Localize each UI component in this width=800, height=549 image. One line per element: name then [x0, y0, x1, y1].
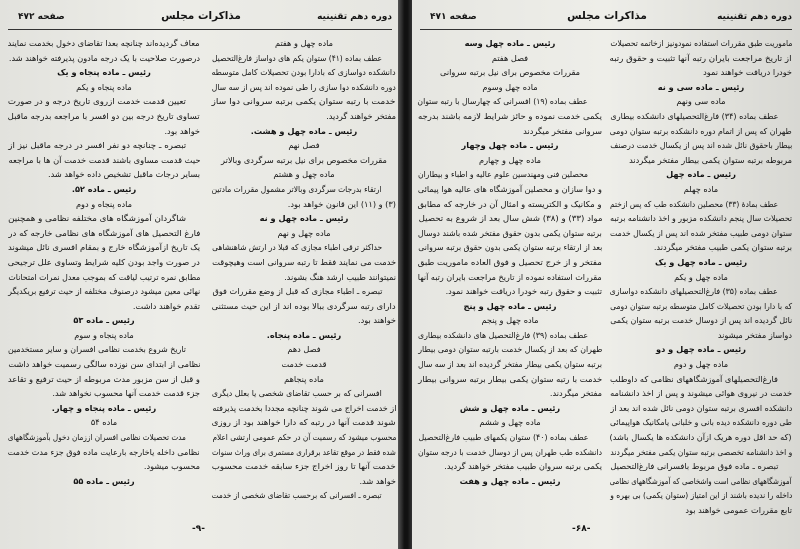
text-line	[610, 328, 792, 343]
text-line	[610, 211, 792, 226]
line-text: طهران که بعد از یکسال خدمت بارتبه ستوان دومی بیطار	[417, 344, 602, 355]
header-rule	[420, 29, 792, 30]
journal-title: مذاکرات مجلس	[567, 10, 647, 22]
page-header	[422, 8, 792, 28]
line-text: رئیس ـ ماده پنجاه.	[266, 329, 342, 340]
speaker-line	[8, 401, 200, 416]
footer-page-number: -۶۸-	[572, 524, 591, 534]
text-line	[8, 284, 200, 299]
speaker-line	[418, 138, 602, 153]
line-text: نظامی داخله یاخارجه بارعایت ماده فوق جزء مدت خدمت	[8, 446, 200, 457]
line-text: مقررات مخصوص برای نیل برتبه سروانی	[440, 67, 580, 78]
line-text: ماده چهل وسوم	[482, 81, 538, 92]
line-text: ماده چهل و ششم	[479, 417, 541, 428]
line-text: ستوان دومی طبیب مفتخر شده اند پس از یکسال خدمت	[610, 227, 792, 238]
heading-line	[212, 226, 396, 241]
text-line	[8, 299, 200, 314]
line-text: و دوا سازان و محصلین آموزشگاه های عالیه هوا پیمائی	[417, 183, 602, 194]
text-line	[610, 226, 792, 241]
text-line	[8, 211, 200, 226]
text-line	[418, 342, 602, 357]
text-line	[418, 167, 602, 182]
heading-line	[610, 94, 792, 109]
heading-line	[212, 357, 396, 372]
line-text: دانشکده طب طهران پس از دوسال خدمت با درجه ستوان	[418, 446, 602, 457]
line-text: دوره دانشکده دوا سازی را طی نموده اند پس از سه سال	[211, 81, 396, 92]
text-line	[212, 270, 396, 285]
text-line	[610, 65, 792, 80]
line-text: محسوب میشود که رسمیت آن در حکم عمومی ارتشی اعلام	[211, 432, 396, 443]
line-text: تاریخ شروع بخدمت نظامی افسران و سایر مستخدمین	[8, 344, 186, 355]
heading-line	[212, 372, 396, 387]
heading-line	[418, 80, 602, 95]
text-line	[418, 211, 602, 226]
line-text: خدمت آنها تا روز اخراج جزء سابقه خدمت محسوب	[211, 461, 396, 472]
text-line	[8, 124, 200, 139]
line-text: مفتخر و از خرج تحصیل و فوق العاده ماموریت طبق	[417, 256, 602, 267]
line-text: از تاریخ مراجعت بایران رتبه آنها تثبیت و حقوق رتبه	[609, 52, 792, 63]
line-text: عطف بماده (۴۱) ستوان یکم های دواساز فارغ‌التحصیل	[211, 52, 382, 63]
text-line	[610, 240, 792, 255]
line-text: تبصره ـ افسرانی که برحسب تقاضای شخصی از خدمت	[212, 490, 382, 501]
line-text: ارتقاء بدرجات سرگردی وبالاتر مشمول مقررات مادتین	[212, 183, 382, 194]
text-line	[212, 386, 396, 401]
line-text: فصل نهم	[288, 140, 320, 151]
heading-line	[610, 357, 792, 372]
speaker-line	[418, 299, 602, 314]
line-text: رئیس ـ ماده چهل و دو	[656, 344, 746, 355]
text-line	[418, 284, 602, 299]
line-text: ماده سی ونهم	[676, 96, 726, 107]
line-text: تبصره ـ اطباء مجازی که قبل از وضع مقررات فوق	[212, 286, 382, 297]
text-line	[212, 94, 396, 109]
line-text: خدمت می نمایند فقط تا رتبه سروانی است وهیچوقت	[212, 256, 396, 267]
line-text: رئیس ـ ماده چهل و نه	[259, 213, 349, 224]
line-text: رئیس ـ ماده چهل وسه	[464, 38, 556, 48]
line-text: رئیس ـ ماده چهل و هشت.	[250, 125, 358, 136]
line-text: رئیس ـ ماده چهل	[666, 169, 736, 180]
line-text: در صورت واجد بودن کلیه شرایط وتساوی علل ترجیحی	[7, 256, 200, 267]
text-line	[418, 445, 602, 460]
header-rule	[8, 29, 392, 30]
text-line	[610, 36, 792, 51]
text-line	[8, 167, 200, 182]
line-text: حداکثر ترقی اطباء مجازی که قبلا در ارتش شاهنشاهی	[211, 242, 382, 253]
text-line	[212, 109, 396, 124]
speaker-line	[212, 211, 396, 226]
line-text: عطف بماده (۳۵) فارغ‌التحصیلهای دانشکده دواسازی	[609, 286, 778, 297]
heading-line	[8, 80, 200, 95]
text-line	[8, 372, 200, 387]
text-line	[8, 109, 200, 124]
line-text: ماده چهل و دوم	[673, 359, 729, 370]
text-line	[610, 284, 792, 299]
page-number: صفحه ۴۷۲	[18, 12, 65, 22]
text-line	[212, 255, 396, 270]
page-471	[412, 0, 800, 549]
line-text: تحصیلات سال پنجم دانشکده مزبور و اخذ دانشنامه برتبه	[610, 213, 792, 224]
line-text: فارغ التحصیل های آموزشگاه های نظامی خارجه که در	[8, 227, 200, 238]
text-line	[418, 357, 602, 372]
line-text: ماده ۵۴	[90, 417, 118, 428]
line-text: ماده چهل و یکم	[674, 271, 728, 282]
text-line	[610, 386, 792, 401]
line-text: دارای رتبه سرگردی ببالا بوده اند از این حیث مستثنی	[211, 300, 396, 311]
line-text: یکمی برتبه سروان طبیب مفتخر خواهند گردید.	[444, 461, 602, 472]
text-column-left	[418, 36, 602, 488]
line-text: که با دارا بودن تحصیلات کامل متوسطه برتبه ستوان دومی	[610, 300, 792, 311]
text-line	[418, 109, 602, 124]
text-line	[212, 80, 396, 95]
text-line	[8, 445, 200, 460]
journal-title: مذاکرات مجلس	[161, 10, 241, 22]
text-line	[610, 109, 792, 124]
text-line	[8, 386, 200, 401]
line-text: معاف گردیده‌اند چنانچه بعدا تقاضای دخول بخدمت نمایند	[8, 38, 200, 48]
text-line	[212, 51, 396, 66]
speaker-line	[8, 474, 200, 489]
line-text: بعد از ارتقاء برتبه ستوان یکمی بدون حقوق برتبه سروانی	[418, 242, 602, 253]
text-line	[8, 226, 200, 241]
line-text: سروانی مفتخر میگردند	[523, 125, 602, 136]
text-line	[8, 36, 200, 51]
line-text: تبصره ـ ماده فوق مربوط بافسرانی فارغ‌التحصیل	[609, 461, 778, 472]
line-text: خواهند بود.	[357, 315, 396, 326]
heading-line	[418, 51, 602, 66]
text-column-left	[8, 36, 200, 488]
line-text: فصل هفتم	[491, 52, 529, 63]
heading-line	[418, 313, 602, 328]
text-line	[212, 182, 396, 197]
line-text: رئیس ـ ماده چهل وچهار	[461, 140, 559, 151]
speaker-line	[418, 474, 602, 489]
text-line	[212, 240, 396, 255]
line-text: حیث قدمت مساوی باشند قدمت خدمت آن ها با مراجعه	[8, 154, 200, 165]
text-line	[212, 313, 396, 328]
footer-page-number: -۹-	[192, 524, 205, 534]
line-text: برتبه ستوان یکمی طبیب مفتخر میگردند.	[653, 242, 792, 253]
line-text: طهران که پس از اتمام دوره دانشکده برتبه ستوان دومی	[609, 125, 792, 136]
line-text: فصل دهم	[287, 344, 321, 355]
text-line	[610, 299, 792, 314]
text-line	[610, 503, 792, 518]
heading-line	[212, 167, 396, 182]
text-line	[418, 240, 602, 255]
line-text: محسوب میشود.	[143, 461, 200, 472]
heading-line	[418, 153, 602, 168]
line-text: رئیس ـ ماده چهل و شش	[459, 402, 561, 413]
heading-line	[8, 328, 200, 343]
line-text: نظامی از ابتدای سن نوزده سالگی رسمیت خواهد داشت	[7, 359, 200, 370]
line-text: برتبه ستوان یکمی بدون حقوق مفتخر شده باشند دوسال	[418, 227, 602, 238]
line-text: محصلین فنی ومهندسین علوم عالیه و اطباء و بیطاران	[417, 169, 588, 180]
line-text: شده فقط در موقع تقاعد برقراری مستمری برای وراث سنوات	[212, 446, 396, 457]
text-line	[8, 94, 200, 109]
text-line	[212, 65, 396, 80]
text-line	[212, 299, 396, 314]
line-text: مواد (۳۳) و (۳۸) شش سال بعد از شروع به تحصیل	[418, 213, 602, 224]
line-text: مدت تحصیلات نظامی افسران اززمان دخول بآموزشگاههای	[7, 432, 186, 443]
line-text: رئیس ـ ماده سی و نه	[657, 81, 745, 92]
line-text: ماموریت طبق مقررات استفاده نمودونیز ازخاتمه تحصیلات	[610, 38, 792, 48]
text-line	[418, 182, 602, 197]
line-text: رئیس ـ ماده ۵۵	[73, 475, 135, 486]
text-line	[610, 474, 792, 489]
text-line	[212, 197, 396, 212]
heading-line	[212, 342, 396, 357]
text-line	[610, 313, 792, 328]
line-text: ماده پنجاهم	[284, 373, 324, 384]
line-text: از خدمت اخراج می شوند چنانچه مجددا بخدمت پذیرفته	[211, 402, 396, 413]
line-text: ماده چهلم	[683, 183, 719, 194]
text-line	[610, 459, 792, 474]
line-text: رئیس ـ ماده پنجاه و یک	[57, 67, 151, 78]
heading-line	[212, 153, 396, 168]
line-text: عطف بماده (۳۹) فارغ‌التحصیل های دانشکده بیطاری	[417, 329, 588, 340]
heading-line	[8, 415, 200, 430]
line-text: تعیین قدمت خدمت ازروی تاریخ درجه و در صورت	[7, 96, 186, 107]
line-text: مقررات مخصوص برای نیل برتبه سرگردی وبالاتر	[221, 154, 387, 165]
text-line	[212, 488, 396, 503]
line-text: خودرا دریافت خواهند نمود	[703, 67, 792, 78]
line-text: رئیس ـ ماده ۵۳	[73, 315, 135, 326]
heading-line	[418, 415, 602, 430]
line-text: مربوطه برتبه ستوان یکمی بیطار مفتخر میگردند	[629, 154, 792, 165]
line-text: رئیس ـ ماده چهل و هفت	[459, 475, 561, 486]
text-line	[8, 357, 200, 372]
line-text: عطف بمادهٔ (۳۳) محصلین دانشکده طب که پس ازختم	[609, 198, 778, 209]
heading-line	[418, 65, 602, 80]
line-text: رئیس ـ ماده پنجاه و چهار.	[51, 402, 157, 413]
text-column-right	[212, 36, 396, 503]
line-text: ماده چهل و چهارم	[479, 154, 541, 165]
line-text: تثبیت و حقوق رتبه خودرا دریافت خواهند نمود.	[445, 286, 602, 297]
text-line	[418, 430, 602, 445]
line-text: رئیس ـ ماده چهل و پنج	[463, 300, 557, 311]
text-line	[610, 197, 792, 212]
text-line	[418, 226, 602, 241]
line-text: (۳) و (۱۱) این قانون خواهد بود.	[287, 198, 396, 209]
line-text: ماده پنجاه و سوم	[74, 329, 134, 340]
text-line	[418, 372, 602, 387]
speaker-line	[610, 255, 792, 270]
speaker-line	[8, 313, 200, 328]
line-text: بیطار باحقوق نائل شده اند پس از یکسال خدمت درصنف	[609, 140, 792, 151]
text-line	[212, 430, 396, 445]
speaker-line	[8, 65, 200, 80]
line-text: مفتخر میگردند.	[549, 388, 602, 399]
line-text: رئیس ـ ماده چهل و یک	[654, 256, 748, 267]
text-line	[610, 372, 792, 387]
speaker-line	[610, 167, 792, 182]
text-line	[418, 197, 602, 212]
text-line	[418, 94, 602, 109]
speaker-line	[418, 401, 602, 416]
text-line	[610, 153, 792, 168]
line-text: خواهد شد.	[359, 475, 396, 486]
text-line	[8, 51, 200, 66]
speaker-line	[8, 182, 200, 197]
line-text: دانشکده دواسازی که بادارا بودن تحصیلات کامل متوسطه	[211, 67, 396, 78]
line-text: درصورت صلاحیت با یک درجه مادون پذیرفته خواهند شد.	[8, 52, 200, 63]
line-text: ماده چهل و پنجم	[481, 315, 539, 326]
text-line	[610, 445, 792, 460]
text-line	[8, 270, 200, 285]
line-text: نائل گردیده اند پس از دوسال خدمت برتبه ستوان یکمی	[609, 315, 792, 326]
line-text: خدمت با رتبه ستوان یکمی بیطار برتبه سروانی بیطار	[418, 373, 602, 384]
session-label: دوره دهم تقنینیه	[717, 12, 792, 22]
line-text: خدمت در نیروی هوائی میشوند و پس از اخذ دانشنامه	[609, 388, 792, 399]
line-text: تقدم خواهند داشت.	[132, 300, 200, 311]
heading-line	[610, 270, 792, 285]
text-line	[418, 328, 602, 343]
text-line	[212, 401, 396, 416]
line-text: تابع مقررات عمومی خواهند بود	[685, 505, 792, 515]
line-text: نمیتوانند طبیب ارشد هنگ بشوند.	[284, 271, 396, 282]
line-text: عطف بماده (۴۰) ستوان یکمهای طبیب فارغ‌التحصیل	[418, 432, 588, 443]
line-text: نهائی معین میشود درصنوف مختلفه از حیث ترفیع بریکدیگر	[7, 286, 200, 297]
line-text: دواساز مفتخر میشوند	[717, 329, 792, 340]
text-line	[418, 124, 602, 139]
line-text: ماده پنجاه و یکم	[76, 81, 132, 92]
line-text: برتبه ستوان یکمی بیطار مفتخر گردیده اند بعد از سه سال	[417, 359, 602, 370]
speaker-line	[610, 342, 792, 357]
line-text: داخله را ندیده باشند از این امتیاز (ستوان یکمی) بی بهره و	[609, 490, 792, 501]
line-text: تبصره ـ چنانچه دو نفر افسر در درجه ماقبل نیز از	[8, 140, 186, 151]
line-text: (که حد اقل دوره هریک ازآن دانشکده ها یکسال باشد)	[609, 432, 792, 443]
line-text: یک تاریخ ازآموزشگاه خارج و بمقام افسری نائل میشوند	[7, 242, 200, 253]
text-column-right	[610, 36, 792, 518]
heading-line	[212, 138, 396, 153]
line-text: تساوی تاریخ درجه بین دو افسر با مراجعه بدرجه ماقبل	[8, 110, 200, 121]
line-text: جزء قدمت خدمت آنها محسوب نخواهد شد.	[52, 388, 200, 399]
page-header	[10, 8, 392, 28]
line-text: و قبل از سن مزبور مدت مربوطه از حیث ترفیع و تقاعد	[7, 373, 200, 384]
speaker-line	[610, 80, 792, 95]
line-text: آموزشگاههای نظامی است واشخاصی که آموزشگاههای نظامی	[610, 475, 792, 486]
line-text: شوند قدمت آنها در رتبه که دارا خواهند بود از روزی	[211, 417, 396, 428]
heading-line	[212, 36, 396, 51]
line-text: ماده پنجاه و دوم	[75, 198, 133, 209]
line-text: خدمت با رتبه ستوان یکمی برتبه سروانی دوا ساز	[212, 96, 396, 107]
line-text: ماده چهل و نهم	[277, 227, 331, 238]
line-text: یکمی خدمت نموده و حائز شرایط لازمه باشند بدرجه	[418, 110, 602, 121]
text-line	[8, 255, 200, 270]
heading-line	[8, 197, 200, 212]
text-line	[418, 386, 602, 401]
text-line	[610, 401, 792, 416]
line-text: مفتخر خواهند گردید.	[326, 110, 396, 121]
text-line	[212, 459, 396, 474]
line-text: طی دوره دانشکده دیده بانی و خلبانی یامکانیک هواپیمائی	[610, 417, 792, 428]
text-line	[8, 138, 200, 153]
heading-line	[610, 182, 792, 197]
text-line	[610, 488, 792, 503]
text-line	[610, 124, 792, 139]
line-text: عطف بماده (۱۹) افسرانی که چهارسال با رتبه ستوان	[417, 96, 588, 107]
text-line	[8, 430, 200, 445]
line-text: و مکانیک و الکتریسته و امثال آن در خارجه که مطابق	[417, 198, 602, 209]
line-text: شاگردان آموزشگاه های مختلفه نظامی و همچنین	[8, 213, 186, 224]
line-text: فارغ‌التحصیلهای آموزشگاههای نظامی که داوطلب	[610, 373, 778, 384]
line-text: رئیس ـ ماده ۵۲.	[71, 183, 137, 194]
page-number: صفحه ۴۷۱	[430, 12, 477, 22]
text-line	[8, 153, 200, 168]
session-label: دوره دهم تقنینیه	[317, 12, 392, 22]
text-line	[8, 342, 200, 357]
speaker-line	[418, 36, 602, 51]
text-line	[212, 415, 396, 430]
text-line	[8, 459, 200, 474]
speaker-line	[212, 328, 396, 343]
line-text: عطف بماده (۳۴) فارغ‌التحصیلهای دانشکده بیطاری	[610, 110, 778, 121]
line-text: و اخذ دانشنامه تخصصی برتبه ستوان یکمی مفتخر میگردند	[610, 446, 792, 457]
text-line	[610, 415, 792, 430]
text-line	[610, 51, 792, 66]
speaker-line	[212, 124, 396, 139]
text-line	[610, 430, 792, 445]
text-line	[418, 270, 602, 285]
text-line	[212, 445, 396, 460]
line-text: بسایر درجات ماقبل تشخیص داده خواهد شد.	[48, 169, 200, 180]
line-text: مقررات استفاده نموده از تاریخ مراجعت بایران رتبه آنها	[418, 271, 602, 282]
text-line	[212, 284, 396, 299]
line-text: ماده چهل و هشتم	[273, 169, 335, 180]
line-text: قدمت خدمت	[281, 359, 327, 370]
line-text: مطابق نمره ترتیب لیاقت که بموجب معدل نمرات امتحانات	[7, 271, 200, 282]
text-line	[418, 459, 602, 474]
line-text: ماده چهل و هفتم	[275, 38, 333, 48]
text-line	[212, 474, 396, 489]
line-text: افسرانی که بر حسب تقاضای شخصی یا بعلل دیگری	[211, 388, 382, 399]
text-line	[418, 255, 602, 270]
line-text: دانشکده افسری برتبه ستوان دومی نائل شده اند بعد از	[610, 402, 792, 413]
text-line	[610, 138, 792, 153]
line-text: خواهد بود.	[164, 125, 200, 136]
text-line	[8, 240, 200, 255]
